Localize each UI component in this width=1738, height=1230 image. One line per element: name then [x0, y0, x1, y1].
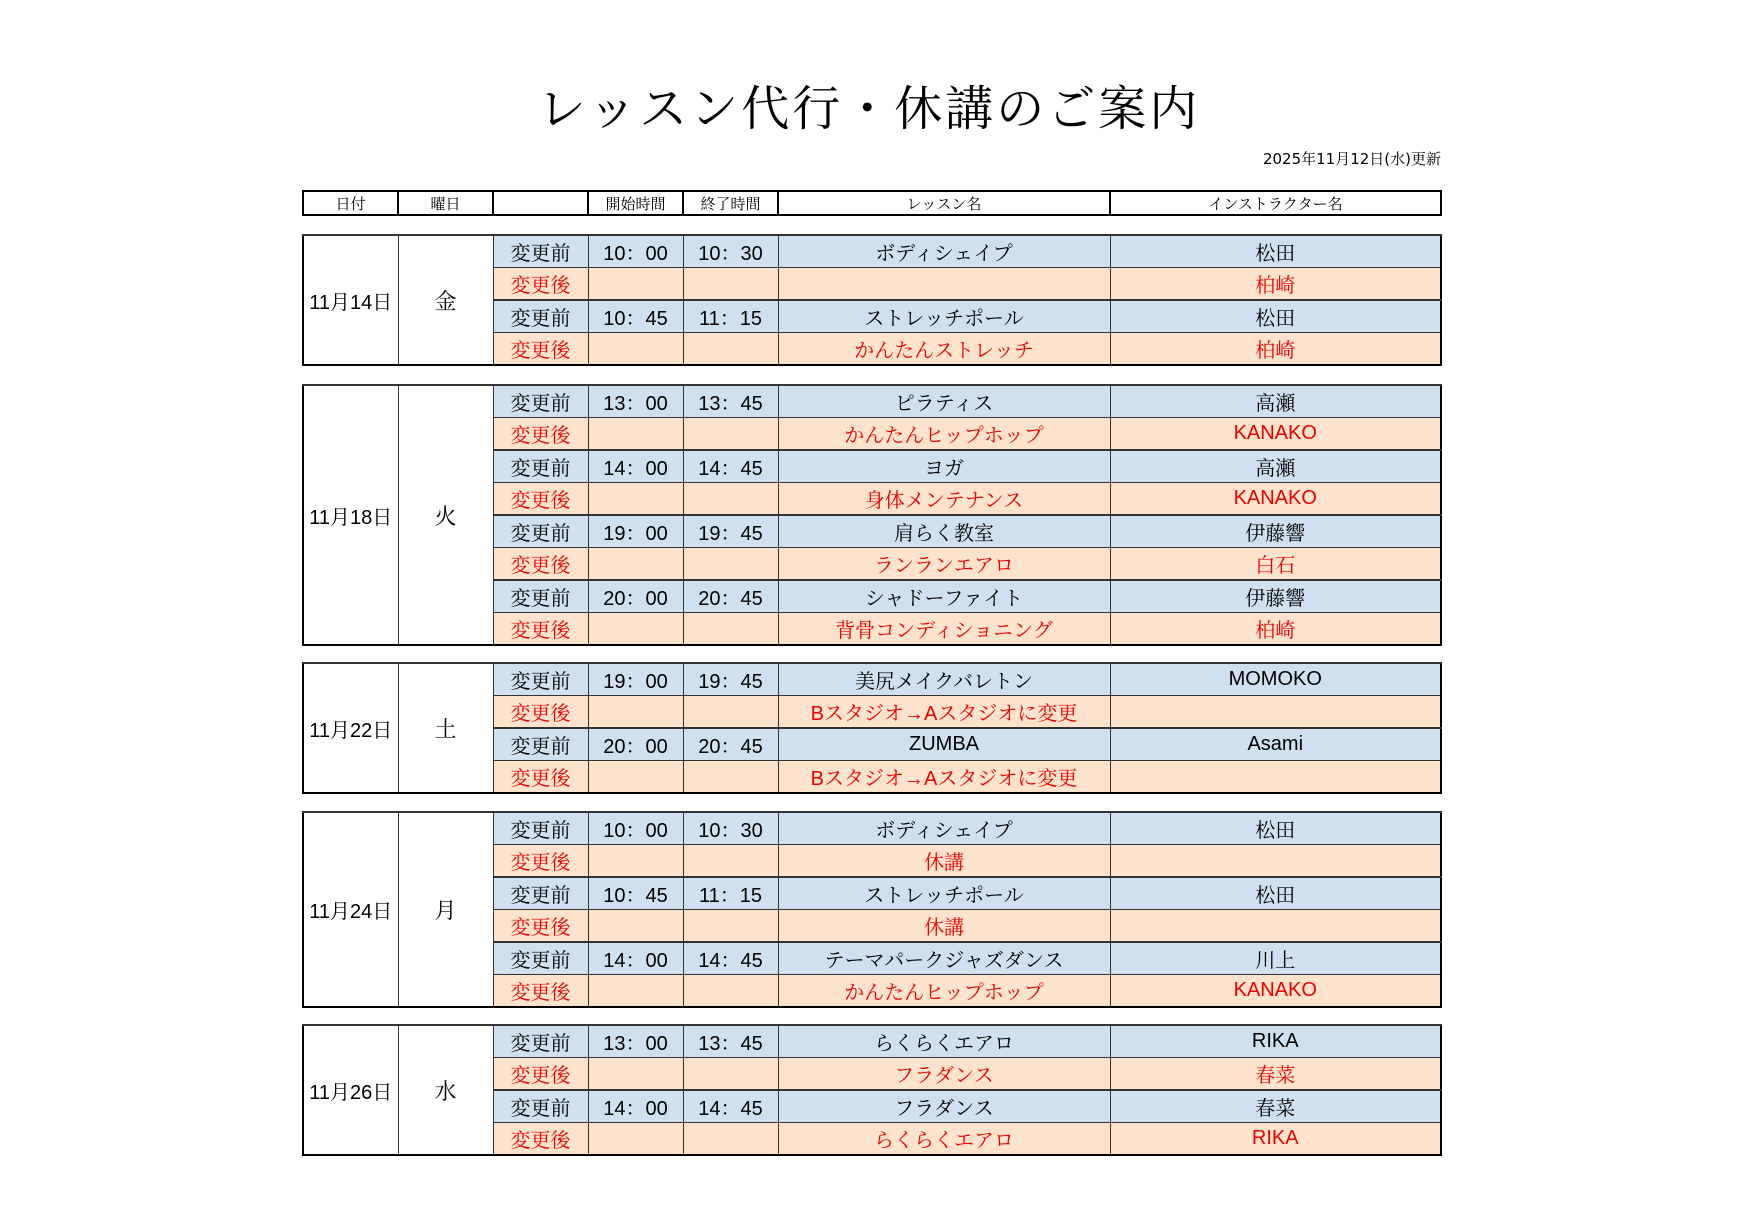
- end-time: 14：45: [683, 942, 778, 975]
- status-after: 変更後: [493, 696, 588, 729]
- start-time: 13：00: [588, 1025, 683, 1058]
- status-after: 変更後: [493, 613, 588, 646]
- table-row-before: [303, 1025, 1441, 1058]
- table-row-before: [303, 385, 1441, 418]
- start-time-empty: [588, 975, 683, 1008]
- instructor-name: RIKA: [1110, 1025, 1441, 1058]
- start-time: 10：00: [588, 812, 683, 845]
- status-before: 変更前: [493, 450, 588, 483]
- weekday-cell: 水: [398, 1025, 493, 1155]
- new-instructor-name: [1110, 910, 1441, 943]
- lesson-name: ストレッチポール: [778, 300, 1110, 333]
- status-before: 変更前: [493, 515, 588, 548]
- status-after: 変更後: [493, 845, 588, 878]
- end-time-empty: [683, 845, 778, 878]
- status-after: 変更後: [493, 761, 588, 794]
- end-time: 19：45: [683, 663, 778, 696]
- new-lesson-name: Bスタジオ→Aスタジオに変更: [778, 761, 1110, 794]
- end-time-empty: [683, 1123, 778, 1156]
- start-time: 19：00: [588, 663, 683, 696]
- header-weekday: 曜日: [398, 191, 493, 215]
- new-lesson-name: フラダンス: [778, 1058, 1110, 1091]
- end-time-empty: [683, 1058, 778, 1091]
- lesson-name: シャドーファイト: [778, 580, 1110, 613]
- new-instructor-name: 柏崎: [1110, 333, 1441, 366]
- lesson-name: テーマパークジャズダンス: [778, 942, 1110, 975]
- lesson-name: 肩らく教室: [778, 515, 1110, 548]
- status-before: 変更前: [493, 1090, 588, 1123]
- status-after: 変更後: [493, 1058, 588, 1091]
- instructor-name: 松田: [1110, 812, 1441, 845]
- status-before: 変更前: [493, 728, 588, 761]
- date-cell: 11月14日: [303, 235, 398, 365]
- start-time-empty: [588, 845, 683, 878]
- day-block: [302, 384, 1442, 646]
- start-time: 19：00: [588, 515, 683, 548]
- start-time-empty: [588, 483, 683, 516]
- status-after: 変更後: [493, 975, 588, 1008]
- end-time-empty: [683, 268, 778, 301]
- start-time: 14：00: [588, 450, 683, 483]
- end-time: 13：45: [683, 385, 778, 418]
- table-row-before: [303, 235, 1441, 268]
- new-instructor-name: [1110, 845, 1441, 878]
- new-instructor-name: RIKA: [1110, 1123, 1441, 1156]
- new-lesson-name: [778, 268, 1110, 301]
- status-before: 変更前: [493, 235, 588, 268]
- table-row-before: [303, 663, 1441, 696]
- start-time: 13：00: [588, 385, 683, 418]
- start-time-empty: [588, 761, 683, 794]
- instructor-name: MOMOKO: [1110, 663, 1441, 696]
- page-title: レッスン代行・休講のご案内: [537, 81, 1201, 137]
- header-start: 開始時間: [588, 191, 683, 215]
- new-lesson-name: 背骨コンディショニング: [778, 613, 1110, 646]
- end-time: 11：15: [683, 877, 778, 910]
- lesson-name: フラダンス: [778, 1090, 1110, 1123]
- new-lesson-name: Bスタジオ→Aスタジオに変更: [778, 696, 1110, 729]
- status-after: 変更後: [493, 483, 588, 516]
- end-time-empty: [683, 696, 778, 729]
- end-time-empty: [683, 548, 778, 581]
- start-time: 20：00: [588, 728, 683, 761]
- new-instructor-name: [1110, 761, 1441, 794]
- table-row-before: [303, 812, 1441, 845]
- start-time: 14：00: [588, 942, 683, 975]
- status-after: 変更後: [493, 548, 588, 581]
- end-time-empty: [683, 761, 778, 794]
- new-instructor-name: [1110, 696, 1441, 729]
- lesson-name: ピラティス: [778, 385, 1110, 418]
- header-instructor: インストラクター名: [1110, 191, 1441, 215]
- end-time-empty: [683, 483, 778, 516]
- new-instructor-name: 柏崎: [1110, 268, 1441, 301]
- new-instructor-name: KANAKO: [1110, 483, 1441, 516]
- status-after: 変更後: [493, 1123, 588, 1156]
- end-time-empty: [683, 418, 778, 451]
- weekday-cell: 月: [398, 812, 493, 1007]
- new-instructor-name: KANAKO: [1110, 418, 1441, 451]
- lesson-name: ZUMBA: [778, 728, 1110, 761]
- start-time-empty: [588, 333, 683, 366]
- start-time: 14：00: [588, 1090, 683, 1123]
- lesson-name: 美尻メイクバレトン: [778, 663, 1110, 696]
- new-lesson-name: らくらくエアロ: [778, 1123, 1110, 1156]
- lesson-name: ヨガ: [778, 450, 1110, 483]
- start-time-empty: [588, 613, 683, 646]
- start-time-empty: [588, 910, 683, 943]
- lesson-name: らくらくエアロ: [778, 1025, 1110, 1058]
- lesson-name: ボディシェイプ: [778, 812, 1110, 845]
- instructor-name: 松田: [1110, 877, 1441, 910]
- start-time-empty: [588, 548, 683, 581]
- new-lesson-name: かんたんヒップホップ: [778, 975, 1110, 1008]
- status-after: 変更後: [493, 910, 588, 943]
- status-after: 変更後: [493, 418, 588, 451]
- new-lesson-name: かんたんストレッチ: [778, 333, 1110, 366]
- end-time-empty: [683, 975, 778, 1008]
- lesson-name: ストレッチポール: [778, 877, 1110, 910]
- start-time-empty: [588, 1123, 683, 1156]
- column-header-table: [302, 190, 1442, 216]
- instructor-name: Asami: [1110, 728, 1441, 761]
- new-lesson-name: ランランエアロ: [778, 548, 1110, 581]
- date-cell: 11月26日: [303, 1025, 398, 1155]
- instructor-name: 伊藤響: [1110, 515, 1441, 548]
- day-block: [302, 234, 1442, 366]
- day-block: [302, 662, 1442, 794]
- new-lesson-name: 身体メンテナンス: [778, 483, 1110, 516]
- header-lesson: レッスン名: [778, 191, 1110, 215]
- start-time: 10：45: [588, 300, 683, 333]
- instructor-name: 松田: [1110, 235, 1441, 268]
- instructor-name: 川上: [1110, 942, 1441, 975]
- new-instructor-name: 白石: [1110, 548, 1441, 581]
- start-time: 10：00: [588, 235, 683, 268]
- new-instructor-name: 春菜: [1110, 1058, 1441, 1091]
- end-time: 11：15: [683, 300, 778, 333]
- instructor-name: 松田: [1110, 300, 1441, 333]
- header-date: 日付: [303, 191, 398, 215]
- date-cell: 11月22日: [303, 663, 398, 793]
- header-end: 終了時間: [683, 191, 778, 215]
- new-lesson-name: かんたんヒップホップ: [778, 418, 1110, 451]
- instructor-name: 伊藤響: [1110, 580, 1441, 613]
- start-time: 20：00: [588, 580, 683, 613]
- instructor-name: 高瀬: [1110, 450, 1441, 483]
- status-before: 変更前: [493, 942, 588, 975]
- end-time: 10：30: [683, 812, 778, 845]
- header-status: [493, 191, 588, 215]
- start-time: 10：45: [588, 877, 683, 910]
- end-time: 10：30: [683, 235, 778, 268]
- end-time: 14：45: [683, 450, 778, 483]
- start-time-empty: [588, 418, 683, 451]
- new-instructor-name: KANAKO: [1110, 975, 1441, 1008]
- weekday-cell: 火: [398, 385, 493, 645]
- status-before: 変更前: [493, 877, 588, 910]
- end-time: 14：45: [683, 1090, 778, 1123]
- day-block: [302, 811, 1442, 1008]
- lesson-name: ボディシェイプ: [778, 235, 1110, 268]
- header-row: [303, 191, 1441, 215]
- status-before: 変更前: [493, 663, 588, 696]
- end-time-empty: [683, 333, 778, 366]
- status-after: 変更後: [493, 333, 588, 366]
- instructor-name: 春菜: [1110, 1090, 1441, 1123]
- start-time-empty: [588, 696, 683, 729]
- new-lesson-name: 休講: [778, 910, 1110, 943]
- day-block: [302, 1024, 1442, 1156]
- status-before: 変更前: [493, 300, 588, 333]
- weekday-cell: 土: [398, 663, 493, 793]
- status-before: 変更前: [493, 812, 588, 845]
- end-time: 20：45: [683, 580, 778, 613]
- date-cell: 11月24日: [303, 812, 398, 1007]
- new-instructor-name: 柏崎: [1110, 613, 1441, 646]
- status-after: 変更後: [493, 268, 588, 301]
- updated-date: 2025年11月12日(水)更新: [1262, 150, 1441, 168]
- date-cell: 11月18日: [303, 385, 398, 645]
- weekday-cell: 金: [398, 235, 493, 365]
- start-time-empty: [588, 268, 683, 301]
- status-before: 変更前: [493, 1025, 588, 1058]
- end-time: 20：45: [683, 728, 778, 761]
- start-time-empty: [588, 1058, 683, 1091]
- end-time-empty: [683, 613, 778, 646]
- new-lesson-name: 休講: [778, 845, 1110, 878]
- instructor-name: 高瀬: [1110, 385, 1441, 418]
- end-time-empty: [683, 910, 778, 943]
- end-time: 19：45: [683, 515, 778, 548]
- end-time: 13：45: [683, 1025, 778, 1058]
- status-before: 変更前: [493, 580, 588, 613]
- status-before: 変更前: [493, 385, 588, 418]
